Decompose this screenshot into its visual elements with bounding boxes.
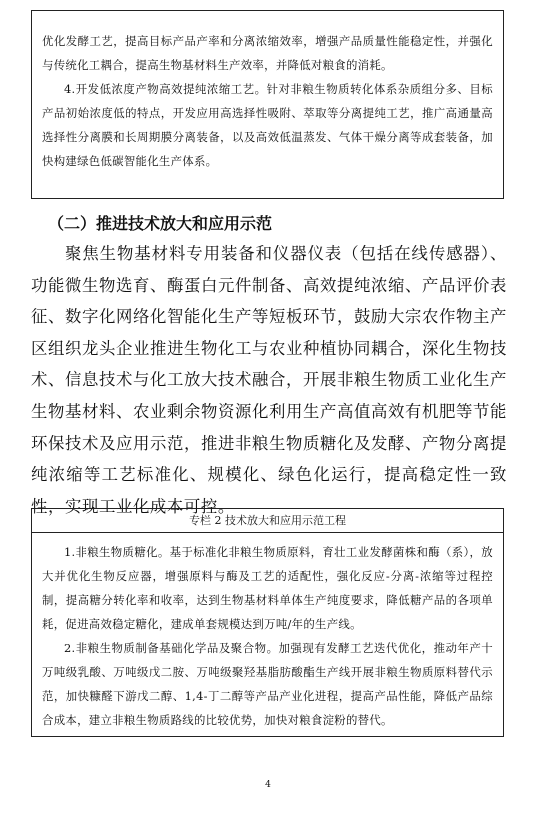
column-paragraph: 优化发酵工艺，提高目标产品产率和分离浓缩效率，增强产品质量性能稳定性，并强化与传统化工耦合，提高生物基材料生产效率，并降低对粮食的消耗。 xyxy=(42,34,493,72)
column-box-body xyxy=(32,533,503,732)
page-number: 4 xyxy=(265,780,271,790)
continued-column-box xyxy=(31,10,504,199)
section-heading: （二）推进技术放大和应用示范 xyxy=(48,214,273,233)
column-box-2 xyxy=(31,508,504,737)
column-item-1: 1.非粮生物质糖化。基于标准化非粮生物质原料，育壮工业发酵菌株和酶（系），放大并优化生物反应器，增强原料与酶及工艺的适配性，强化反应-分离-浓缩等过程控制，提高糖分转化率和收率，达到生物基材料单体生产纯度要求，降低糖产品的各项单耗，促进高效稳定糖化，建成单套规模达到万吨/年的生产线。 xyxy=(42,545,493,631)
column-item-4: 4.开发低浓度产物高效提纯浓缩工艺。针对非粮生物质转化体系杂质组分多、目标产品初始浓度低的特点，开发应用高选择性吸附、萃取等分离提纯工艺，推广高通量高选择性分离膜和长周期膜分离装备，以及高效低温蒸发、气体干燥分离等成套装备，加快构建绿色低碳智能化生产体系。 xyxy=(42,82,493,168)
section-body-paragraph: 聚焦生物基材料专用装备和仪器仪表（包括在线传感器）、功能微生物选育、酶蛋白元件制备、高效提纯浓缩、产品评价表征、数字化网络化智能化生产等短板环节，鼓励大宗农作物主产区组织龙头企业推进生物化工与农业种植协同耦合，深化生物技术、信息技术与化工放大技术融合，开展非粮生物质工业化生产生物基材料、农业剩余物资源化利用生产高值高效有机肥等节能环保技术及应用示范，推进非粮生物质糖化及发酵、产物分离提纯浓缩等工艺标准化、规模化、绿色化运行，提高稳定性一致性，实现工业化成本可控。 xyxy=(31,244,507,516)
column-box-title: 专栏 2 技术放大和应用示范工程 xyxy=(32,509,503,533)
column-item-2: 2.非粮生物质制备基础化学品及聚合物。加强现有发酵工艺迭代优化，推动年产十万吨级乳酸、万吨级戊二胺、万吨级聚羟基脂肪酸酯生产线开展非粮生物质原料替代示范，加快糠醛下游戊二醇、1,4-丁二醇等产品产业化进程，提高产品性能，降低产品综合成本，建立非粮生物质路线的比较优势，加快对粮食淀粉的替代。 xyxy=(42,641,493,727)
